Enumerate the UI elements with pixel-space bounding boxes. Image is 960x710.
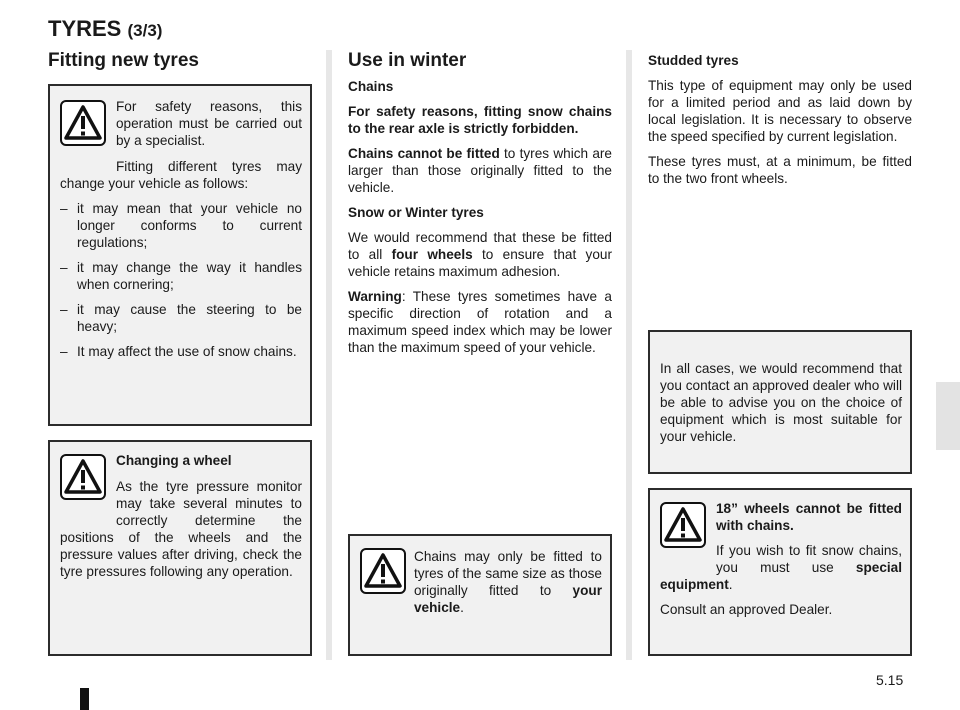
warning-box-18-wheels xyxy=(648,488,912,656)
column-divider-left xyxy=(326,50,332,660)
consult-dealer-text: Consult an approved Dealer. xyxy=(660,602,833,617)
winter-warning-paragraph: Warning: These tyres sometimes have a specific direction of rotation and a maximum speed index which may be lower than the maximum speed of your vehicle. xyxy=(348,289,612,355)
page-title: TYRES (3/3) xyxy=(48,16,163,41)
warning-intro-2: Fitting different tyres may change your vehicle as follows: xyxy=(60,159,302,191)
section-heading-fitting: Fitting new tyres xyxy=(48,50,199,71)
column-divider-right xyxy=(626,50,632,660)
warning-triangle-icon xyxy=(60,100,106,146)
list-item: – it may mean that your vehicle no longer conforms to current regulations; xyxy=(60,201,302,250)
snow-tyres-paragraph: We would recommend that these be fitted to all four wheels to ensure that your vehicle retains maximum adhesion. xyxy=(348,230,612,279)
chains-label: Chains xyxy=(348,79,394,94)
info-box-dealer xyxy=(648,330,912,474)
changing-wheel-title: Changing a wheel xyxy=(116,453,232,468)
studded-tyres-text-1: This type of equipment may only be used for a limited period and as laid down by local legislation. It is necessary to observe the speed specified by current legislation. xyxy=(648,78,912,144)
chains-box-text: Chains may only be fitted to tyres of the same size as those originally fitted to your vehicle. xyxy=(414,549,602,615)
page-number: 5.15 xyxy=(876,672,904,688)
studded-tyres-text-2: These tyres must, at a minimum, be fitted to the two front wheels. xyxy=(648,154,912,186)
list-item: – it may change the way it handles when cornering; xyxy=(60,260,302,292)
footer-mark xyxy=(80,688,89,710)
chains-warning: For safety reasons, fitting snow chains to the rear axle is strictly forbidden. xyxy=(348,104,612,136)
info-box-text: In all cases, we would recommend that you contact an approved dealer who will be able to advise you on the choice of equipment which is most suitable for your vehicle. xyxy=(660,361,902,444)
section-heading-winter: Use in winter xyxy=(348,50,467,71)
changing-wheel-text: As the tyre pressure monitor may take several minutes to correctly determine the positions of the wheels and the pressure values after driving, check the tyre pressures following any operation. xyxy=(60,479,302,579)
wheels-warning-text: If you wish to fit snow chains, you must use special equipment. xyxy=(660,543,902,592)
wheels-warning-title: 18” wheels cannot be fitted with chains. xyxy=(716,501,902,533)
chains-fit-paragraph: Chains cannot be fitted to tyres which are larger than those originally fitted to the vehicle. xyxy=(348,146,612,195)
list-item: – it may cause the steering to be heavy; xyxy=(60,302,302,334)
warning-box-changing-wheel xyxy=(48,440,312,656)
warning-triangle-icon xyxy=(360,548,406,594)
warning-box-fitting xyxy=(48,84,312,426)
chapter-tab xyxy=(936,382,960,450)
snow-tyres-label: Snow or Winter tyres xyxy=(348,205,484,220)
warning-box-chains xyxy=(348,534,612,656)
warning-intro: For safety reasons, this operation must be carried out by a specialist. xyxy=(116,99,302,148)
list-item: – It may affect the use of snow chains. xyxy=(60,344,297,359)
studded-tyres-label: Studded tyres xyxy=(648,53,739,68)
